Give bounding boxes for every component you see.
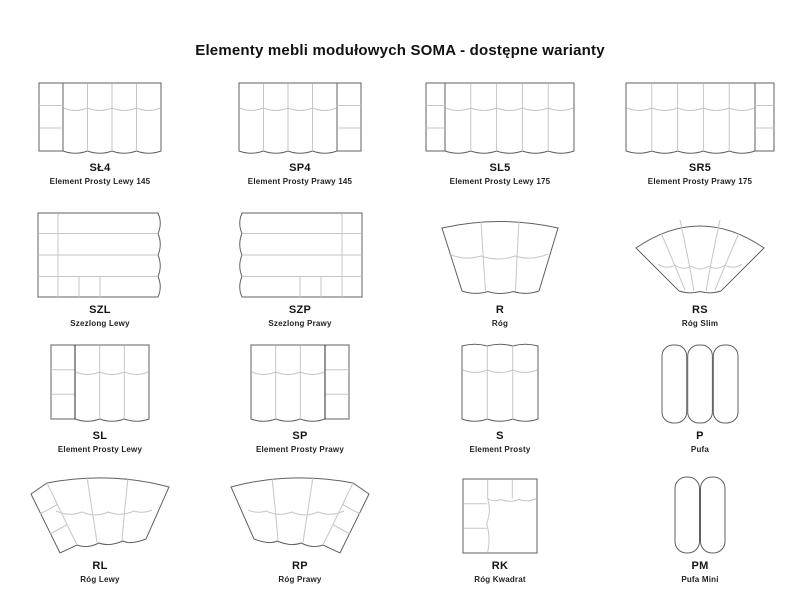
furniture-diagram-s [461, 342, 539, 424]
variant-code: R [495, 304, 505, 316]
variant-cell-pm [600, 464, 800, 594]
variant-code: SŁ4 [89, 162, 111, 174]
furniture-diagram-szp [237, 212, 363, 298]
variant-desc: Szezlong Lewy [70, 319, 130, 328]
variant-code: RS [692, 304, 708, 316]
furniture-diagram-sl5 [425, 82, 575, 156]
variant-cell-sl5 [400, 84, 600, 196]
variant-code: SZP [288, 304, 312, 316]
variant-desc: Róg Kwadrat [474, 575, 526, 584]
variant-desc: Pufa Mini [681, 575, 719, 584]
furniture-diagram-rs [632, 208, 768, 298]
variant-desc: Element Prosty Prawy [255, 445, 345, 454]
furniture-diagram-r [436, 214, 564, 298]
variant-cell-p [600, 338, 800, 464]
furniture-diagram-p [661, 344, 739, 424]
variant-code: SP [292, 430, 308, 442]
variant-desc: Róg Prawy [278, 575, 322, 584]
variant-desc: Element Prosty Lewy 145 [49, 177, 151, 186]
variant-desc: Element Prosty Prawy 145 [247, 177, 353, 186]
variant-cell-sl4 [0, 84, 200, 196]
variant-desc: Element Prosty [469, 445, 531, 454]
variant-code: SP4 [289, 162, 311, 174]
variant-code: SL5 [489, 162, 511, 174]
variant-code: P [696, 430, 704, 442]
page-title: Elementy mebli modułowych SOMA - dostępne warianty [195, 42, 605, 59]
variant-cell-r [400, 196, 600, 338]
variant-cell-szp [200, 196, 400, 338]
variant-cell-rp [200, 464, 400, 594]
variant-code: RL [92, 560, 108, 572]
variant-code: SR5 [688, 162, 712, 174]
variants-grid [0, 84, 800, 594]
variant-cell-sl [0, 338, 200, 464]
variant-cell-rk [400, 464, 600, 594]
variant-cell-rl [0, 464, 200, 594]
variant-code: S [496, 430, 504, 442]
variant-cell-sr5 [600, 84, 800, 196]
furniture-diagram-rk [462, 478, 538, 554]
furniture-diagram-szl [37, 212, 163, 298]
variant-cell-s [400, 338, 600, 464]
variant-desc: Pufa [690, 445, 710, 454]
furniture-diagram-sl [50, 344, 150, 424]
furniture-diagram-sl4 [38, 82, 162, 156]
variant-code: SZL [89, 304, 111, 316]
variant-desc: Szezlong Prawy [268, 319, 332, 328]
variant-cell-szl [0, 196, 200, 338]
variant-cell-rs [600, 196, 800, 338]
variant-desc: Róg Slim [681, 319, 719, 328]
variant-cell-sp4 [200, 84, 400, 196]
variant-desc: Element Prosty Lewy 175 [449, 177, 551, 186]
furniture-diagram-pm [674, 476, 726, 554]
furniture-diagram-rp [226, 468, 374, 554]
variant-code: RP [292, 560, 308, 572]
variant-cell-sp [200, 338, 400, 464]
furniture-diagram-sr5 [625, 82, 775, 156]
variant-code: RK [491, 560, 509, 572]
variant-code: PM [691, 560, 709, 572]
variant-desc: Róg [491, 319, 509, 328]
furniture-diagram-sp [250, 344, 350, 424]
variant-desc: Róg Lewy [80, 575, 120, 584]
variant-desc: Element Prosty Prawy 175 [647, 177, 753, 186]
furniture-diagram-rl [26, 468, 174, 554]
variant-code: SL [92, 430, 108, 442]
furniture-diagram-sp4 [238, 82, 362, 156]
variant-desc: Element Prosty Lewy [57, 445, 143, 454]
